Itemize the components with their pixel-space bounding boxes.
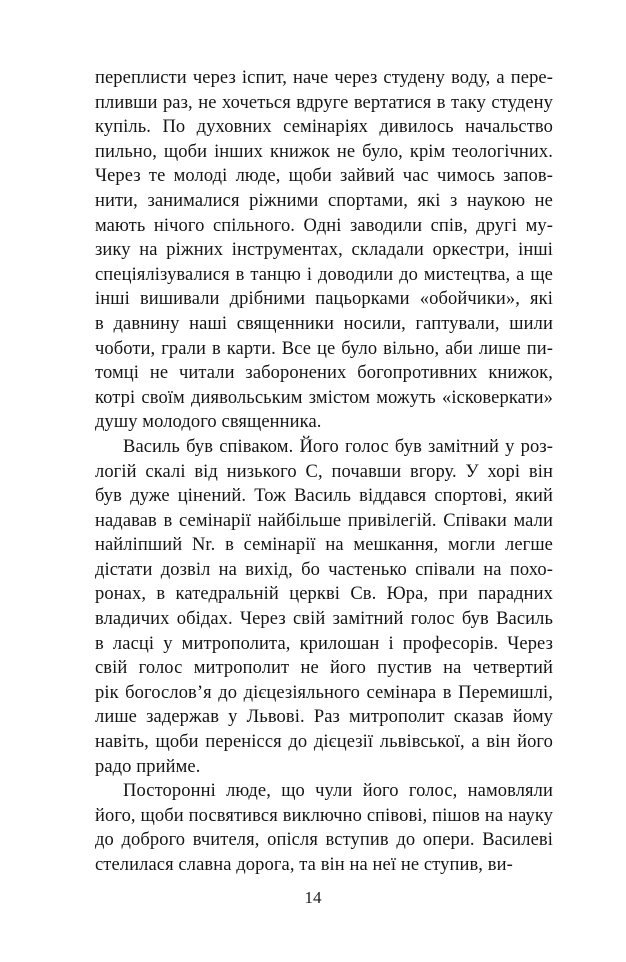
text-line: радо прийме. (95, 756, 201, 777)
text-line: свій голос митрополит не його пустив на четвертий (95, 658, 553, 679)
text-line: надавав в семінарії найбільше привілегій. Співаки мали (95, 510, 553, 531)
text-line: пильно, щоби інших книжок не було, крім теологічних. (95, 141, 553, 162)
text-line: Василь був співаком. Його голос був замітний у роз- (123, 436, 553, 457)
text-line: душу молодого священника. (95, 412, 322, 433)
text-line: інші вишивали дрібними пацьорками «обойчики», які (95, 289, 553, 310)
text-line: котрі своїм диявольським змістом можуть «ісковеркати» (95, 387, 553, 408)
text-line: нити, занималися ріжними спортами, які з наукою не (95, 190, 553, 211)
text-line: спеціялізувалися в танцю і доводили до мистецтва, а ще (95, 264, 553, 285)
text-line: Через те молоді люде, щоби зайвий час чимось запов- (95, 166, 553, 187)
text-line: чоботи, грали в карти. Все це було вільно, аби лише пи- (95, 338, 553, 359)
text-line: його, щоби посвятився виключно співові, пішов на науку (95, 805, 553, 826)
text-line: владичих обідах. Через свій замітний голос був Василь (95, 609, 553, 630)
text-line: стелилася славна дорога, та він на неї не ступив, ви- (95, 855, 513, 875)
page-text (95, 66, 553, 878)
paragraph (95, 779, 553, 877)
text-line: в давнину наші священники носили, гаптували, шили (95, 313, 553, 334)
text-line: лише задержав у Львові. Раз митрополит сказав йому (95, 707, 553, 728)
text-line: зику на ріжних інструментах, складали оркестри, інші (95, 240, 553, 261)
text-line: дістати дозвіл на вихід, бо частенько співали на похо- (95, 559, 553, 580)
text-line: томці не читали заборонених богопротивних книжок, (95, 363, 553, 384)
text-line: був дуже цінений. Тож Василь віддався спортові, який (95, 486, 553, 507)
text-line: в ласці у митрополита, крилошан і професорів. Через (95, 633, 553, 654)
text-line: логій скалі від низького С, почавши вгору. У хорі він (95, 461, 553, 482)
text-line: ронах, в катедральній церкві Св. Юра, при парадних (95, 584, 553, 605)
text-line: пливши раз, не хочеться вдруге вертатися в таку студену (95, 92, 553, 113)
paragraph (95, 435, 553, 779)
paragraph (95, 66, 553, 435)
page-number: 14 (304, 888, 322, 907)
text-line: рік богослов’я до дієцезіяльного семінара в Перемишлі, (95, 682, 553, 703)
text-line: Посторонні люде, що чули його голос, намовляли (123, 781, 553, 802)
text-line: купіль. По духовних семінаріях дивилось начальство (95, 117, 553, 138)
text-line: переплисти через іспит, наче через студену воду, а пере- (95, 68, 553, 88)
text-line: до доброго вчителя, опісля вступив до опери. Василеві (95, 830, 553, 851)
text-line: найліпший Nr. в семінарії на мешкання, могли легше (95, 535, 553, 556)
text-line: мають нічого спільного. Одні заводили спів, другі му- (95, 215, 553, 236)
text-line: навіть, щоби перенісся до дієцезії львівської, а він його (95, 732, 553, 753)
